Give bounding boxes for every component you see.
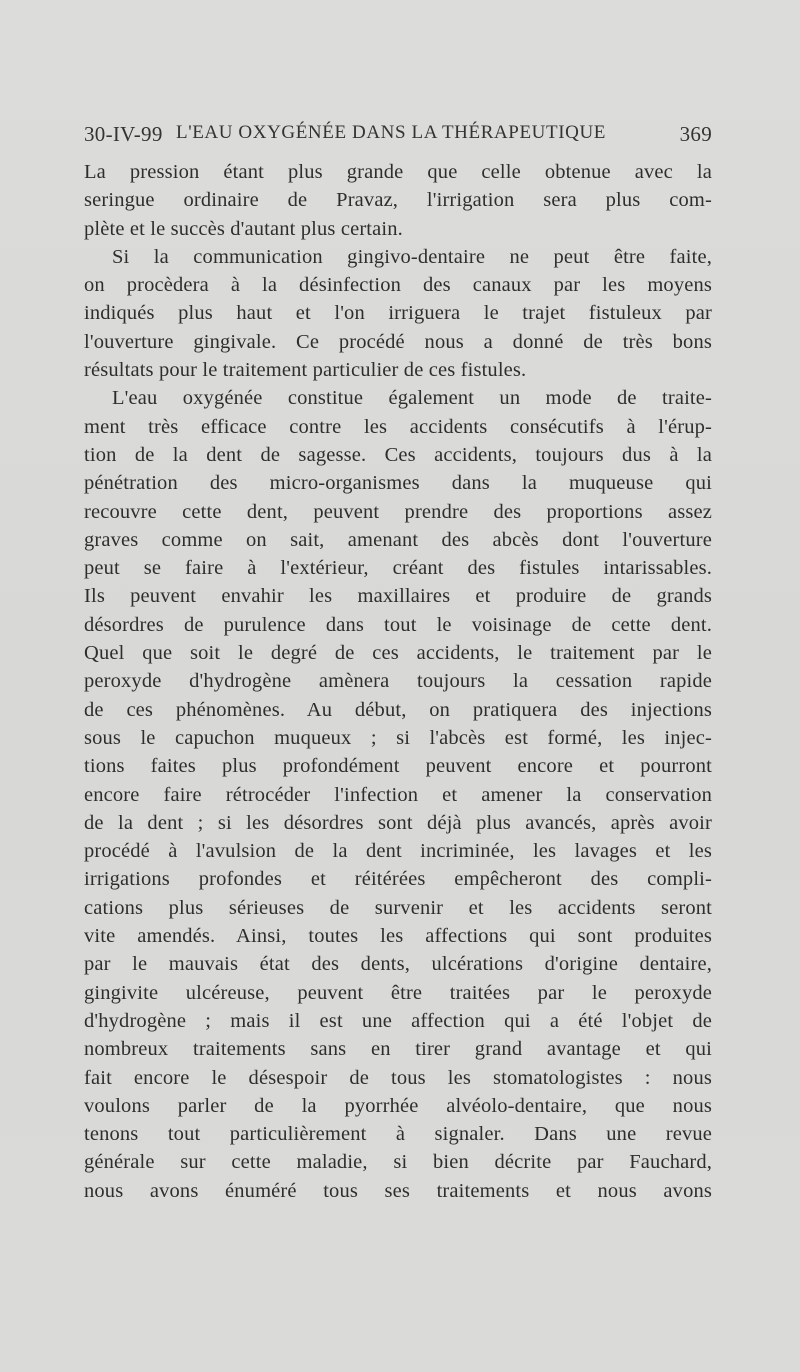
text-line: tion de la dent de sagesse. Ces accidents, toujours dus à la bbox=[84, 443, 712, 466]
header-date: 30-IV-99 bbox=[84, 122, 163, 146]
text-line: cations plus sérieuses de survenir et les accidents seront bbox=[84, 896, 712, 919]
text-line: indiqués plus haut et l'on irriguera le trajet fistuleux par bbox=[84, 302, 712, 325]
text-line: désordres de purulence dans tout le voisinage de cette dent. bbox=[84, 613, 712, 636]
text-line: ment très efficace contre les accidents consécutifs à l'érup- bbox=[84, 415, 712, 438]
text-line: générale sur cette maladie, si bien décrite par Fauchard, bbox=[84, 1151, 712, 1174]
text-line: encore faire rétrocéder l'infection et amener la conservation bbox=[84, 783, 712, 806]
text-line: nombreux traitements sans en tirer grand avantage et qui bbox=[84, 1038, 712, 1061]
text-line: par le mauvais état des dents, ulcérations d'origine dentaire, bbox=[84, 953, 712, 976]
text-line: L'eau oxygénée constitue également un mode de traite- bbox=[112, 387, 712, 410]
text-line: tenons tout particulièrement à signaler. Dans une revue bbox=[84, 1123, 712, 1146]
text-line: d'hydrogène ; mais il est une affection qui a été l'objet de bbox=[84, 1009, 712, 1032]
body-text bbox=[84, 158, 712, 1205]
text-line: peut se faire à l'extérieur, créant des fistules intarissables. bbox=[84, 557, 712, 580]
text-line: vite amendés. Ainsi, toutes les affections qui sont produites bbox=[84, 925, 712, 948]
text-line: plète et le succès d'autant plus certain. bbox=[84, 217, 403, 240]
text-line: Quel que soit le degré de ces accidents, le traitement par le bbox=[84, 642, 712, 665]
text-line: on procèdera à la désinfection des canaux par les moyens bbox=[84, 274, 712, 297]
text-line: fait encore le désespoir de tous les stomatologistes : nous bbox=[84, 1066, 712, 1089]
text-line: résultats pour le traitement particulier de ces fistules. bbox=[84, 359, 527, 382]
text-line: peroxyde d'hydrogène amènera toujours la cessation rapide bbox=[84, 670, 712, 693]
text-line: de la dent ; si les désordres sont déjà plus avancés, après avoir bbox=[84, 811, 712, 834]
text-line: Si la communication gingivo-dentaire ne peut être faite, bbox=[112, 245, 712, 268]
text-line: procédé à l'avulsion de la dent incriminée, les lavages et les bbox=[84, 840, 712, 863]
text-line: Ils peuvent envahir les maxillaires et produire de grands bbox=[84, 585, 712, 608]
text-line: sous le capuchon muqueux ; si l'abcès est formé, les injec- bbox=[84, 726, 712, 749]
text-line: tions faites plus profondément peuvent encore et pourront bbox=[84, 755, 712, 778]
text-line: recouvre cette dent, peuvent prendre des proportions assez bbox=[84, 500, 712, 523]
header-title: L'EAU OXYGÉNÉE DANS LA THÉRAPEUTIQUE bbox=[176, 122, 606, 143]
text-line: pénétration des micro-organismes dans la muqueuse qui bbox=[84, 472, 712, 495]
text-line: graves comme on sait, amenant des abcès dont l'ouverture bbox=[84, 528, 712, 551]
page-number: 369 bbox=[679, 122, 712, 146]
running-header bbox=[84, 122, 712, 152]
text-line: nous avons énuméré tous ses traitements et nous avons bbox=[84, 1179, 712, 1202]
text-line: irrigations profondes et réitérées empêcheront des compli- bbox=[84, 868, 712, 891]
text-line: gingivite ulcéreuse, peuvent être traitées par le peroxyde bbox=[84, 981, 712, 1004]
text-line: La pression étant plus grande que celle obtenue avec la bbox=[84, 161, 712, 183]
text-line: voulons parler de la pyorrhée alvéolo-dentaire, que nous bbox=[84, 1094, 712, 1117]
text-line: l'ouverture gingivale. Ce procédé nous a donné de très bons bbox=[84, 330, 712, 353]
text-line: de ces phénomènes. Au début, on pratiquera des injections bbox=[84, 698, 712, 721]
text-line: seringue ordinaire de Pravaz, l'irrigation sera plus com- bbox=[84, 189, 712, 212]
